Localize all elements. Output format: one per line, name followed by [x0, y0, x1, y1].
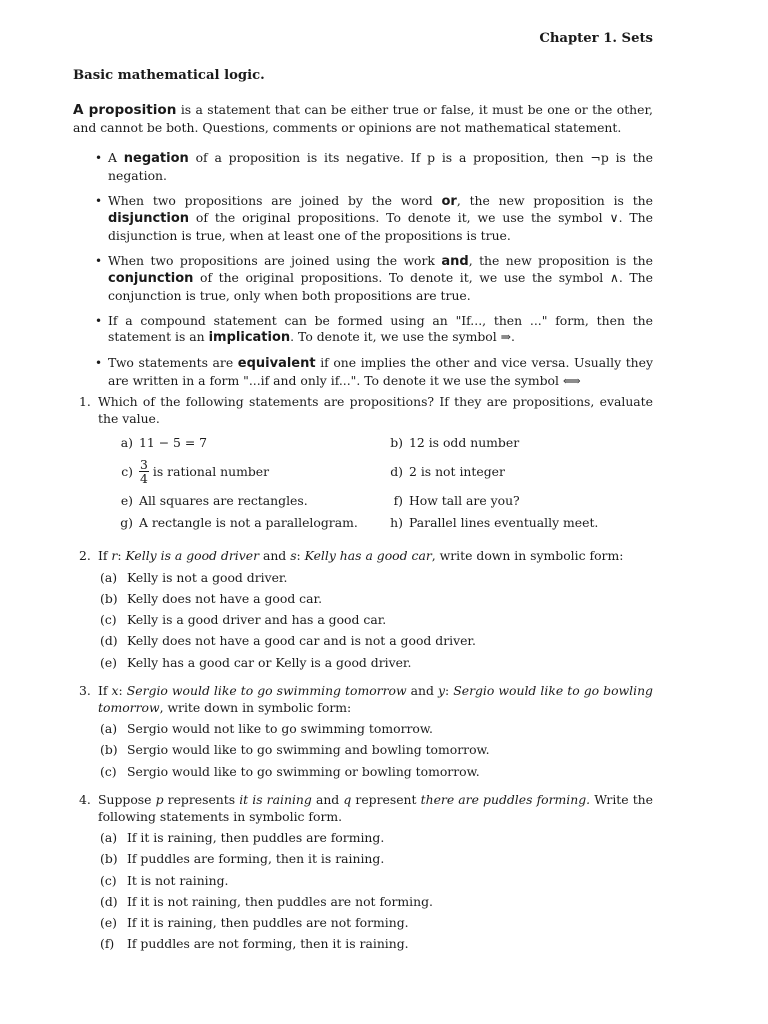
exercise-4	[73, 792, 653, 955]
option-text: 2 is not integer	[409, 463, 505, 479]
bullet-term: equivalent	[237, 356, 316, 371]
option-g	[113, 515, 383, 530]
exercise-items	[100, 827, 653, 955]
bullet-conjunction	[73, 253, 653, 305]
exercise-3	[73, 683, 653, 782]
bullet-term: implication	[208, 330, 291, 345]
option-label: d)	[390, 463, 403, 479]
bullet-text: , the new proposition is the	[456, 192, 653, 208]
bullet-text: of a proposition is its negative. If p is a proposition, then ¬p is the negation.	[108, 150, 653, 183]
exercise-items	[100, 718, 653, 782]
list-item: (c) Kelly is a good driver and has a good car.	[100, 612, 387, 628]
bullet-negation	[73, 150, 653, 184]
bullet-term: disjunction	[108, 211, 190, 226]
bullet-term: or	[441, 193, 457, 209]
exercise-1	[73, 394, 653, 533]
option-h	[383, 515, 653, 530]
bullet-text: When two propositions are joined using the work	[108, 252, 442, 268]
list-item: (b) If puddles are forming, then it is raining.	[100, 851, 385, 867]
bullet-term: negation	[123, 151, 189, 166]
exercise-prompt: Which of the following statements are propositions? If they are propositions, evaluate the value.	[98, 394, 653, 426]
list-item: (f) If puddles are not forming, then it is raining.	[100, 936, 409, 952]
intro-term: A proposition	[73, 102, 177, 118]
exercise-prompt: Suppose p represents it is raining and q represent there are puddles forming. Write the following statements in symbolic form.	[98, 792, 653, 824]
intro-text: is a statement that can be either true or false, it must be one or the other, and cannot be both. Questions, comments or opinions are not mathematical statement.	[73, 102, 653, 135]
option-label: a)	[120, 434, 133, 450]
intro-paragraph	[73, 101, 653, 136]
list-item: (e) If it is raining, then puddles are not forming.	[100, 915, 409, 931]
list-item: (d) Kelly does not have a good car and is not a good driver.	[100, 633, 476, 649]
bullet-text: , the new proposition is the	[468, 252, 653, 268]
option-text: How tall are you?	[409, 492, 520, 508]
bullet-dot-icon: •	[95, 193, 103, 208]
bullet-disjunction	[73, 193, 653, 245]
list-item: (b) Kelly does not have a good car.	[100, 590, 323, 606]
exercise-number: 4.	[79, 792, 91, 807]
option-label: f)	[393, 492, 403, 508]
list-item: (a) Sergio would not like to go swimming tomorrow.	[100, 721, 433, 736]
exercise-prompt: If x: Sergio would like to go swimming tomorrow and y: Sergio would like to go bowling tomorrow, write down in symbolic form:	[98, 683, 653, 715]
bullet-dot-icon: •	[95, 151, 103, 165]
exercise-number: 3.	[79, 683, 91, 698]
list-item: (d) If it is not raining, then puddles are not forming.	[100, 893, 433, 909]
bullet-term: conjunction	[108, 271, 194, 286]
bullet-term: and	[441, 253, 469, 269]
option-label: b)	[390, 434, 403, 450]
option-e	[113, 493, 383, 508]
section-title: Basic mathematical logic.	[73, 68, 265, 83]
option-text: is rational number	[152, 463, 270, 479]
bullet-text: When two propositions are joined by the word	[108, 192, 442, 208]
fraction	[139, 458, 149, 485]
option-text: 12 is odd number	[409, 434, 520, 450]
list-item: (a) If it is raining, then puddles are forming.	[100, 830, 385, 845]
list-item: (c) Sergio would like to go swimming or bowling tomorrow.	[100, 763, 480, 779]
exercise-2	[73, 548, 653, 673]
chapter-header: Chapter 1. Sets	[539, 31, 653, 46]
bullet-dot-icon: •	[95, 313, 103, 328]
option-text: 11 − 5 = 7	[139, 434, 208, 450]
fraction-denominator: 4	[140, 470, 148, 486]
list-item: (e) Kelly has a good car or Kelly is a good driver.	[100, 654, 412, 670]
option-c	[113, 458, 383, 485]
bullet-dot-icon: •	[95, 253, 103, 268]
definition-list	[73, 150, 653, 398]
exercise-prompt: If r: Kelly is a good driver and s: Kelly has a good car, write down in symbolic form:	[98, 548, 624, 563]
list-item: (b) Sergio would like to go swimming and bowling tomorrow.	[100, 742, 490, 758]
option-f	[383, 493, 653, 508]
option-text: A rectangle is not a parallelogram.	[139, 514, 358, 530]
exercise-number: 1.	[79, 394, 91, 409]
option-label: e)	[120, 492, 133, 508]
bullet-text: of the original propositions. To denote it, we use the symbol ∧. The conjunction is true, only when both propositions are true.	[108, 270, 653, 303]
bullet-text: If a compound statement can be formed using an "If..., then ..." form, then the statement is an	[108, 312, 653, 344]
bullet-text: Two statements are	[108, 355, 238, 370]
option-d	[383, 464, 653, 479]
option-label: c)	[121, 463, 133, 479]
bullet-implication	[73, 313, 653, 347]
option-text: All squares are rectangles.	[139, 492, 308, 508]
exercise-options-grid	[113, 431, 653, 533]
option-label: h)	[390, 514, 403, 530]
bullet-text: of the original propositions. To denote it, we use the symbol ∨. The disjunction is true, when at least one of the propositions is true.	[108, 210, 653, 243]
list-item: (c) It is not raining.	[100, 872, 229, 888]
option-a	[113, 435, 383, 450]
fraction-numerator: 3	[140, 456, 148, 472]
list-item: (a) Kelly is not a good driver.	[100, 569, 288, 585]
bullet-text: if one implies the other and vice versa. Usually they are written in a form "...if and only if...". To denote it we use the symbol ⟺	[108, 355, 653, 388]
bullet-text: A	[108, 150, 124, 165]
option-label: g)	[120, 514, 133, 530]
option-b	[383, 435, 653, 450]
exercise-number: 2.	[79, 548, 91, 563]
bullet-dot-icon: •	[95, 356, 103, 370]
exercise-items	[100, 567, 653, 673]
bullet-equivalent	[73, 355, 653, 389]
option-text: Parallel lines eventually meet.	[409, 514, 599, 530]
bullet-text: . To denote it, we use the symbol ⇒.	[290, 329, 515, 344]
